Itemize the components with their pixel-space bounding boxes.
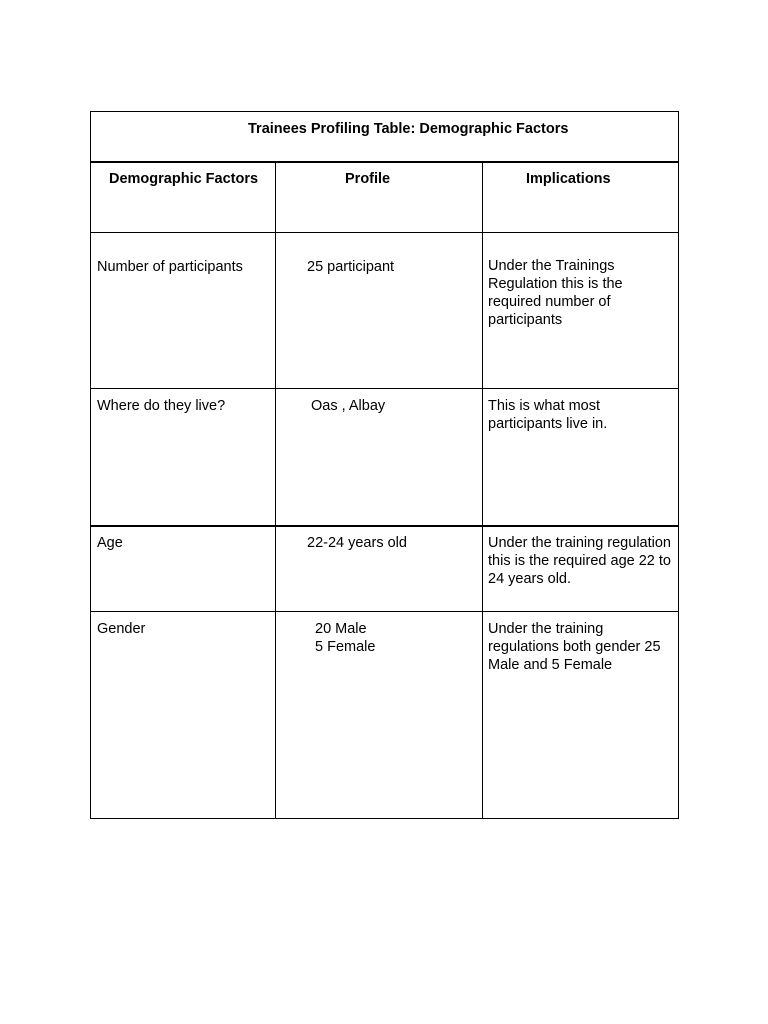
table-title-row [91, 112, 678, 163]
row-divider [91, 232, 678, 233]
row-residence-implication: This is what most participants live in. [488, 398, 608, 432]
profile-line: Oas , Albay [311, 398, 386, 414]
header-implications: Implications [526, 171, 611, 187]
row-gender-profile [315, 620, 495, 656]
row-divider [91, 388, 678, 389]
profile-line: 22-24 years old [307, 535, 407, 551]
header-demographic-factors: Demographic Factors [109, 171, 259, 187]
row-divider [91, 525, 678, 527]
profile-line: 25 participant [307, 259, 395, 275]
header-profile: Profile [345, 171, 391, 187]
table-title: Trainees Profiling Table: Demographic Factors [248, 121, 569, 137]
row-residence-factor: Where do they live? [97, 398, 226, 414]
row-residence-profile [311, 397, 491, 415]
row-gender-implication: Under the training regulations both gender 25 Male and 5 Female [488, 621, 661, 673]
row-age-implication: Under the training regulation this is the required age 22 to 24 years old. [488, 535, 671, 587]
row-number-factor: Number of participants [97, 259, 243, 275]
row-gender-factor: Gender [97, 621, 146, 637]
row-age-factor: Age [97, 535, 123, 551]
column-divider [275, 163, 276, 818]
row-number-implication: Under the Trainings Regulation this is the required number of participants [488, 258, 623, 328]
profile-line: 20 Male [315, 621, 367, 637]
row-number-profile [307, 258, 487, 276]
demographic-profiling-table [90, 111, 679, 819]
profile-line: 5 Female [315, 639, 376, 655]
row-age-profile [307, 534, 487, 552]
row-divider [91, 611, 678, 612]
